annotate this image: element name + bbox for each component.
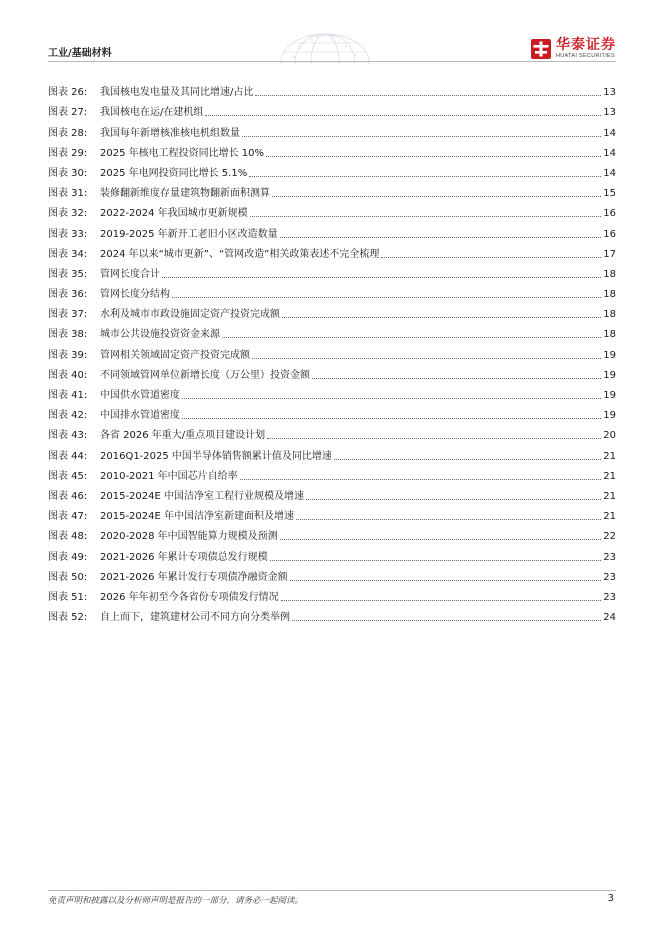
figure-list-item[interactable]: [48, 160, 616, 180]
figure-label: 图表 51:: [48, 591, 88, 603]
figure-page-number: 23: [603, 551, 616, 563]
dot-leader: [240, 479, 602, 480]
dot-leader: [242, 136, 601, 137]
figure-list-item[interactable]: [48, 140, 616, 160]
figure-label: 图表 41:: [48, 390, 88, 401]
dot-leader: [281, 600, 602, 601]
figure-list-item[interactable]: [48, 119, 616, 139]
figure-page-number: 17: [603, 248, 616, 260]
figure-list-item[interactable]: [48, 79, 616, 99]
figure-title: 管网相关领域固定资产投资完成额: [100, 349, 250, 361]
figure-label: 图表 34:: [48, 248, 88, 260]
figure-list-item[interactable]: [48, 241, 616, 261]
figure-label: 图表 42:: [48, 410, 88, 422]
dot-leader: [306, 499, 601, 500]
figure-page-number: 18: [603, 268, 616, 280]
figure-label: 图表 45:: [48, 470, 88, 482]
dot-leader: [381, 257, 601, 258]
figure-list-item[interactable]: [48, 402, 616, 422]
figure-title: 中国供水管道密度: [100, 390, 180, 401]
figure-label: 图表 37:: [48, 309, 88, 321]
figure-list-item[interactable]: [48, 281, 616, 301]
figure-page-number: 23: [603, 571, 616, 583]
figure-title: 我国每年新增核准核电机组数量: [100, 127, 240, 139]
figure-list-item[interactable]: [48, 442, 616, 462]
figure-page-number: 21: [603, 450, 616, 462]
figure-label: 图表 48:: [48, 531, 88, 543]
dot-leader: [280, 237, 602, 238]
figure-page-number: 19: [603, 390, 616, 401]
figure-list-item[interactable]: [48, 200, 616, 220]
figure-page-number: 21: [603, 511, 616, 523]
figure-list: [48, 79, 616, 624]
figure-list-item[interactable]: [48, 301, 616, 321]
dot-leader: [292, 620, 601, 621]
brand-name-cn: 华泰证券: [556, 37, 616, 53]
figure-label: 图表 31:: [48, 188, 88, 200]
dot-leader: [249, 176, 601, 177]
figure-label: 图表 39:: [48, 349, 88, 361]
dot-leader: [290, 580, 602, 581]
figure-title: 2020-2028 年中国智能算力规模及预测: [100, 531, 278, 543]
figure-label: 图表 50:: [48, 571, 88, 583]
figure-label: 图表 35:: [48, 268, 88, 280]
header-divider: [48, 61, 616, 62]
dot-leader: [334, 459, 601, 460]
figure-title: 中国排水管道密度: [100, 410, 180, 422]
figure-title: 我国核电发电量及其同比增速/占比: [100, 87, 254, 99]
huatai-logo-icon: [531, 39, 551, 59]
dot-leader: [270, 560, 602, 561]
figure-title: 2010-2021 年中国芯片自给率: [100, 470, 238, 482]
figure-list-item[interactable]: [48, 422, 616, 442]
figure-title: 2025 年核电工程投资同比增长 10%: [100, 147, 265, 159]
figure-label: 图表 47:: [48, 511, 88, 523]
figure-label: 图表 26:: [48, 87, 88, 99]
figure-page-number: 19: [603, 349, 616, 361]
figure-page-number: 18: [603, 309, 616, 321]
dot-leader: [272, 196, 601, 197]
figure-page-number: 14: [603, 127, 616, 139]
brand-name-en: HUATAI SECURITIES: [556, 53, 615, 59]
figure-title: 2022-2024 年我国城市更新规模: [100, 208, 248, 220]
figure-title: 自上而下，建筑建材公司不同方向分类举例: [100, 612, 290, 624]
figure-label: 图表 32:: [48, 208, 88, 220]
figure-page-number: 19: [603, 369, 616, 381]
figure-label: 图表 46:: [48, 490, 88, 502]
figure-label: 图表 49:: [48, 551, 88, 563]
dot-leader: [205, 115, 601, 116]
figure-title: 不同领域管网单位新增长度（万公里）投资金额: [100, 369, 310, 381]
figure-page-number: 13: [603, 87, 616, 99]
dot-leader: [296, 519, 601, 520]
figure-label: 图表 44:: [48, 450, 88, 462]
figure-title: 2016Q1-2025 中国半导体销售额累计值及同比增速: [100, 450, 332, 462]
figure-title: 城市公共设施投资资金来源: [100, 329, 220, 341]
figure-page-number: 15: [603, 188, 616, 200]
dot-leader: [255, 95, 601, 96]
figure-page-number: 14: [603, 167, 616, 179]
figure-label: 图表 30:: [48, 167, 88, 179]
figure-page-number: 22: [603, 531, 616, 543]
dot-leader: [222, 337, 601, 338]
disclaimer-note: 免责声明和披露以及分析师声明是报告的一部分，请务必一起阅读。: [48, 896, 304, 906]
figure-title: 2021-2026 年累计专项债总发行规模: [100, 551, 268, 563]
figure-list-item[interactable]: [48, 564, 616, 584]
figure-label: 图表 52:: [48, 612, 88, 624]
figure-list-item[interactable]: [48, 341, 616, 361]
dot-leader: [282, 317, 601, 318]
figure-label: 图表 29:: [48, 147, 88, 159]
page-number: 3: [607, 893, 614, 904]
dot-leader: [162, 277, 601, 278]
figure-title: 2026 年年初至今各省份专项债发行情况: [100, 591, 279, 603]
figure-list-item[interactable]: [48, 180, 616, 200]
figure-title: 2019-2025 年新开工老旧小区改造数量: [100, 228, 278, 240]
figure-list-item[interactable]: [48, 543, 616, 563]
dot-leader: [252, 358, 601, 359]
dot-leader: [280, 539, 602, 540]
figure-list-item[interactable]: [48, 362, 616, 382]
figure-list-item[interactable]: [48, 463, 616, 483]
figure-list-item[interactable]: [48, 584, 616, 604]
figure-list-item[interactable]: [48, 604, 616, 624]
figure-title: 2015-2024E 中国洁净室工程行业规模及增速: [100, 490, 305, 502]
figure-page-number: 21: [603, 490, 616, 502]
globe-watermark-icon: [270, 28, 380, 64]
figure-title: 水利及城市市政设施固定资产投资完成额: [100, 309, 280, 321]
footer-divider: [48, 890, 616, 891]
dot-leader: [250, 216, 602, 217]
dot-leader: [182, 418, 601, 419]
figure-title: 装修翻新维度存量建筑物翻新面积测算: [100, 188, 270, 200]
figure-title: 各省 2026 年重大/重点项目建设计划: [100, 430, 266, 442]
figure-title: 2015-2024E 年中国洁净室新建面积及增速: [100, 511, 295, 523]
dot-leader: [172, 297, 601, 298]
figure-list-item[interactable]: [48, 99, 616, 119]
figure-list-item[interactable]: [48, 382, 616, 402]
figure-label: 图表 36:: [48, 289, 88, 301]
figure-title: 我国核电在运/在建机组: [100, 107, 204, 119]
figure-page-number: 18: [603, 329, 616, 341]
figure-label: 图表 40:: [48, 369, 88, 381]
figure-page-number: 16: [603, 208, 616, 220]
figure-title: 管网长度分结构: [100, 289, 170, 301]
figure-list-item[interactable]: [48, 321, 616, 341]
figure-label: 图表 43:: [48, 430, 88, 442]
figure-label: 图表 28:: [48, 127, 88, 139]
figure-page-number: 20: [603, 430, 616, 442]
dot-leader: [267, 438, 601, 439]
dot-leader: [266, 156, 601, 157]
figure-list-item[interactable]: [48, 523, 616, 543]
figure-title: 2021-2026 年累计发行专项债净融资金额: [100, 571, 288, 583]
figure-page-number: 19: [603, 410, 616, 422]
huatai-brand-logo: [531, 38, 616, 60]
figure-page-number: 14: [603, 147, 616, 159]
figure-title: 管网长度合计: [100, 268, 160, 280]
figure-list-item[interactable]: [48, 220, 616, 240]
figure-page-number: 13: [603, 107, 616, 119]
figure-page-number: 24: [603, 612, 616, 624]
figure-page-number: 21: [603, 470, 616, 482]
figure-page-number: 23: [603, 591, 616, 603]
report-section-label: 工业/基础材料: [48, 48, 112, 59]
figure-label: 图表 38:: [48, 329, 88, 341]
figure-list-item[interactable]: [48, 261, 616, 281]
figure-list-item[interactable]: [48, 503, 616, 523]
figure-title: 2024 年以来“城市更新”、“管网改造”相关政策表述不完全梳理: [100, 248, 380, 260]
figure-list-item[interactable]: [48, 483, 616, 503]
figure-label: 图表 33:: [48, 228, 88, 240]
dot-leader: [312, 378, 601, 379]
figure-page-number: 16: [603, 228, 616, 240]
figure-page-number: 18: [603, 289, 616, 301]
figure-label: 图表 27:: [48, 107, 88, 119]
dot-leader: [182, 398, 601, 399]
figure-title: 2025 年电网投资同比增长 5.1%: [100, 167, 248, 179]
